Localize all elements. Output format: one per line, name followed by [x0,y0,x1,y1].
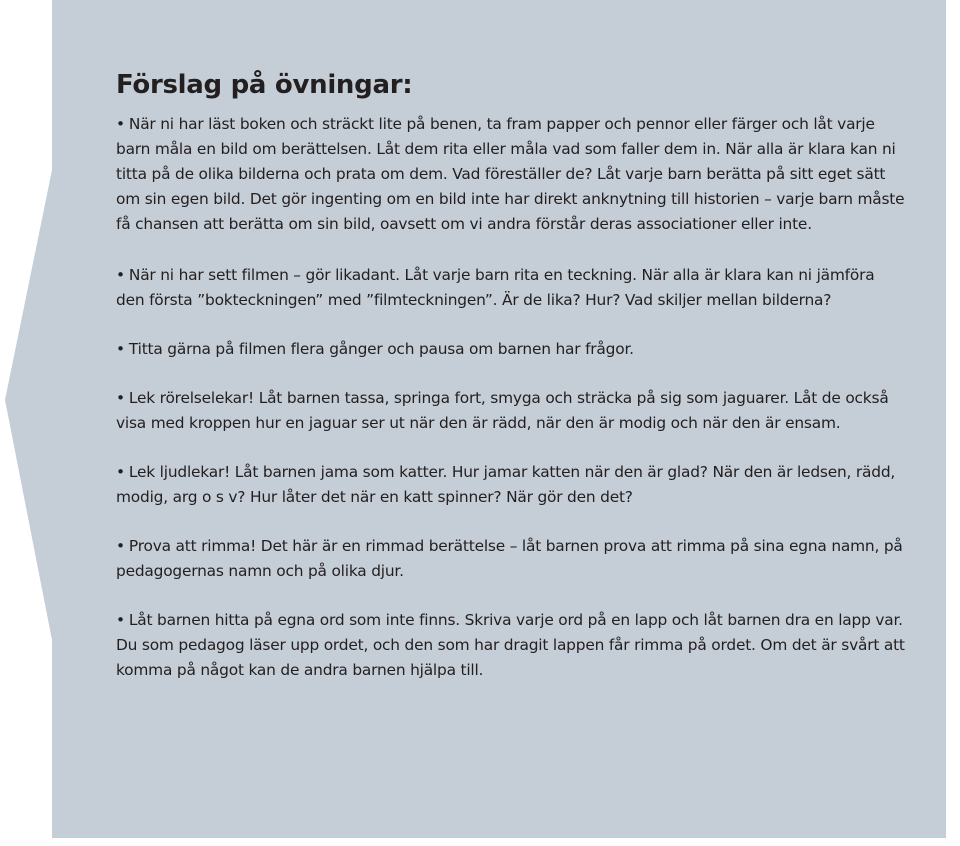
exercise-item-movement-games [116,386,906,436]
exercise-item-draw-story [116,112,906,237]
bullet-icon: • [116,340,125,358]
exercise-text: Lek ljudlekar! Låt barnen jama som katter. Hur jamar katten när den är glad? När den är ledsen, rädd, modig, arg o s v? Hur låter det när en katt spinner? När gör den det? [116,463,896,506]
exercise-text: När ni har sett filmen – gör likadant. Låt varje barn rita en teckning. När alla är klara kan ni jämföra den första ”bokteckningen” med ”filmteckningen”. Är de lika? Hur? Vad skiljer mellan bilderna? [116,266,875,309]
exercise-item-sound-games [116,460,906,510]
exercise-item-rhyming [116,534,906,584]
bullet-icon: • [116,537,125,555]
exercise-text: Låt barnen hitta på egna ord som inte finns. Skriva varje ord på en lapp och låt barnen dra en lapp var. Du som pedagog läser upp ordet, och den som har dragit lappen får rimma på ordet. Om det är svårt att komma på något kan de andra barnen hjälpa till. [116,611,905,679]
exercise-text: Lek rörelselekar! Låt barnen tassa, springa fort, smyga och sträcka på sig som jaguarer. Låt de också visa med kroppen hur en jaguar ser ut när den är rädd, när den är modig och när den är ensam. [116,389,889,432]
bullet-icon: • [116,611,125,629]
bullet-icon: • [116,389,125,407]
exercise-item-watch-film [116,337,906,362]
bullet-icon: • [116,463,125,481]
exercise-text: Titta gärna på filmen flera gånger och pausa om barnen har frågor. [128,340,634,358]
exercise-list [116,66,906,707]
bullet-icon: • [116,115,125,133]
page-title: Förslag på övningar: [116,70,413,100]
exercise-text: När ni har läst boken och sträckt lite på benen, ta fram papper och pennor eller färger och låt varje barn måla en bild om berättelsen. Låt dem rita eller måla vad som faller dem in. När alla är klara kan ni titta på de olika bilderna och prata om dem. Vad föreställer de? Låt varje barn berätta på sitt eget sätt om sin egen bild. Det gör ingenting om en bild inte har direkt anknytning till historien – varje barn måste få chansen att berätta om sin bild, oavsett om vi andra förstår deras associationer eller inte. [116,115,905,233]
exercise-item-invent-words [116,608,906,683]
bullet-icon: • [116,266,125,284]
exercise-item-draw-film [116,263,906,313]
exercise-text: Prova att rimma! Det här är en rimmad berättelse – låt barnen prova att rimma på sina egna namn, på pedagogernas namn och på olika djur. [116,537,903,580]
